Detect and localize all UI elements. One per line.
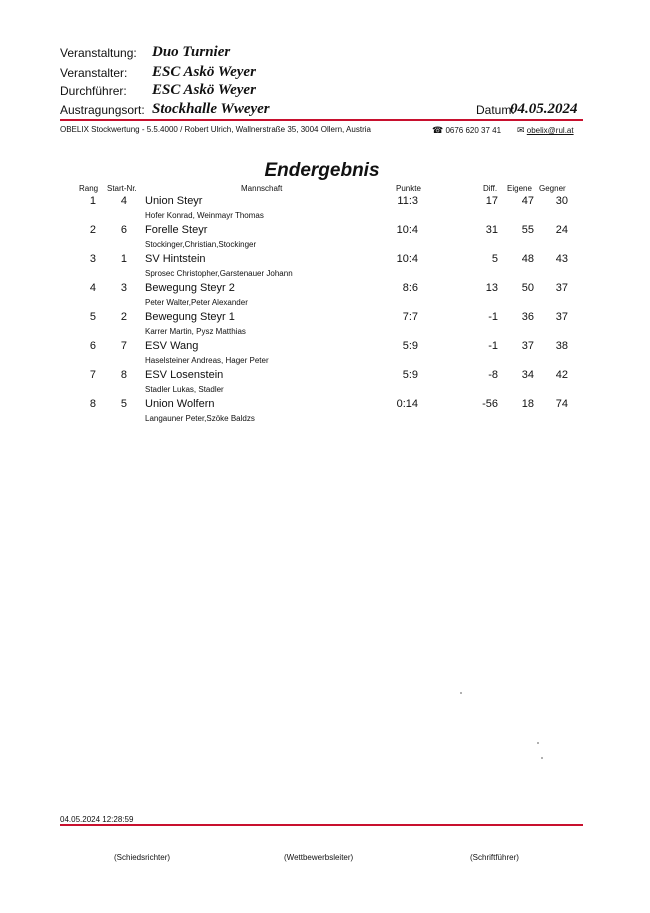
header-divider	[60, 119, 583, 121]
field-value-veranstalter: ESC Askö Weyer	[152, 64, 256, 80]
cell-opp: 42	[555, 369, 568, 381]
cell-diff: 17	[485, 195, 498, 207]
cell-start-nr: 7	[120, 340, 127, 352]
field-label-austragungsort: Austragungsort:	[60, 103, 145, 117]
cell-points: 0:14	[396, 398, 418, 410]
cell-team: Union Wolfern	[145, 398, 215, 410]
cell-points: 10:4	[396, 253, 418, 265]
field-label-veranstalter: Veranstalter:	[60, 66, 128, 80]
cell-diff: 5	[491, 253, 498, 265]
col-rang: Rang	[79, 184, 99, 193]
cell-opp: 74	[555, 398, 568, 410]
cell-own: 55	[521, 224, 534, 236]
cell-players: Stockinger,Christian,Stockinger	[145, 240, 257, 249]
cell-start-nr: 8	[120, 369, 127, 381]
cell-players: Karrer Martin, Pysz Matthias	[145, 327, 246, 336]
cell-players: Peter Walter,Peter Alexander	[145, 298, 248, 307]
cell-own: 18	[521, 398, 534, 410]
datum-label: Datum:	[476, 103, 515, 117]
cell-start-nr: 5	[120, 398, 127, 410]
cell-rang: 2	[89, 224, 96, 236]
cell-players: Haselsteiner Andreas, Hager Peter	[145, 356, 269, 365]
cell-own: 37	[521, 340, 534, 352]
cell-rang: 4	[89, 282, 96, 294]
cell-rang: 3	[89, 253, 96, 265]
field-value-austragungsort: Stockhalle Wweyer	[152, 101, 270, 117]
col-start: Start-Nr.	[107, 184, 137, 193]
col-own: Eigene	[507, 184, 532, 193]
page-title: Endergebnis	[264, 160, 380, 181]
cell-opp: 37	[555, 311, 568, 323]
cell-rang: 6	[89, 340, 96, 352]
cell-diff: 13	[485, 282, 498, 294]
cell-points: 10:4	[396, 224, 418, 236]
cell-diff: -56	[482, 398, 498, 410]
cell-players: Sprosec Christopher,Garstenauer Johann	[145, 269, 293, 278]
cell-points: 7:7	[402, 311, 418, 323]
cell-diff: -1	[488, 340, 498, 352]
signature-referee: (Schiedsrichter)	[114, 853, 171, 862]
cell-own: 47	[521, 195, 534, 207]
cell-team: Bewegung Steyr 2	[145, 282, 235, 294]
cell-team: Forelle Steyr	[145, 224, 208, 236]
cell-players: Hofer Konrad, Weinmayr Thomas	[145, 211, 264, 220]
cell-start-nr: 4	[120, 195, 127, 207]
cell-opp: 43	[555, 253, 568, 265]
col-points: Punkte	[396, 184, 421, 193]
scan-speck	[537, 742, 539, 744]
phone-contact	[432, 125, 501, 136]
cell-points: 8:6	[402, 282, 418, 294]
cell-start-nr: 6	[120, 224, 127, 236]
cell-own: 34	[521, 369, 534, 381]
envelope-icon: ✉	[517, 125, 525, 135]
field-value-durchfuehrer: ESC Askö Weyer	[152, 82, 256, 98]
footer-divider	[60, 824, 583, 826]
field-value-veranstaltung: Duo Turnier	[152, 44, 231, 60]
cell-points: 5:9	[402, 369, 418, 381]
print-timestamp: 04.05.2024 12:28:59	[60, 815, 134, 824]
cell-team: Bewegung Steyr 1	[145, 311, 235, 323]
cell-diff: 31	[485, 224, 498, 236]
cell-diff: -1	[488, 311, 498, 323]
col-diff: Diff.	[483, 184, 498, 193]
cell-players: Stadler Lukas, Stadler	[145, 385, 224, 394]
datum-value: 04.05.2024	[510, 101, 578, 117]
field-label-durchfuehrer: Durchführer:	[60, 84, 127, 98]
email-address: obelix@rul.at	[526, 126, 574, 135]
cell-opp: 30	[555, 195, 568, 207]
cell-own: 50	[521, 282, 534, 294]
cell-start-nr: 2	[120, 311, 127, 323]
cell-team: ESV Losenstein	[145, 369, 224, 381]
scan-speck	[460, 692, 462, 694]
software-line: OBELIX Stockwertung - 5.5.4000 / Robert Ulrich, Wallnerstraße 35, 3004 Ollern, Austria	[60, 125, 371, 134]
cell-diff: -8	[488, 369, 498, 381]
cell-opp: 37	[555, 282, 568, 294]
signature-secretary: (Schriftführer)	[470, 853, 519, 862]
scan-speck	[541, 757, 543, 759]
cell-start-nr: 3	[120, 282, 127, 294]
phone-icon: ☎	[432, 125, 444, 135]
field-label-veranstaltung: Veranstaltung:	[60, 46, 137, 60]
cell-points: 5:9	[402, 340, 418, 352]
cell-team: ESV Wang	[145, 340, 199, 352]
phone-number: 0676 620 37 41	[445, 126, 502, 135]
cell-opp: 38	[555, 340, 568, 352]
cell-rang: 7	[89, 369, 96, 381]
email-contact	[517, 125, 574, 136]
cell-own: 36	[521, 311, 534, 323]
cell-players: Langauner Peter,Szöke Baldzs	[145, 414, 255, 423]
cell-rang: 8	[89, 398, 96, 410]
signature-competition-lead: (Wettbewerbsleiter)	[284, 853, 354, 862]
cell-rang: 1	[89, 195, 96, 207]
cell-points: 11:3	[397, 195, 418, 207]
cell-team: Union Steyr	[145, 195, 203, 207]
cell-opp: 24	[555, 224, 568, 236]
cell-start-nr: 1	[120, 253, 127, 265]
cell-own: 48	[521, 253, 534, 265]
col-team: Mannschaft	[241, 184, 283, 193]
cell-rang: 5	[89, 311, 96, 323]
cell-team: SV Hintstein	[145, 253, 206, 265]
col-opp: Gegner	[539, 184, 566, 193]
